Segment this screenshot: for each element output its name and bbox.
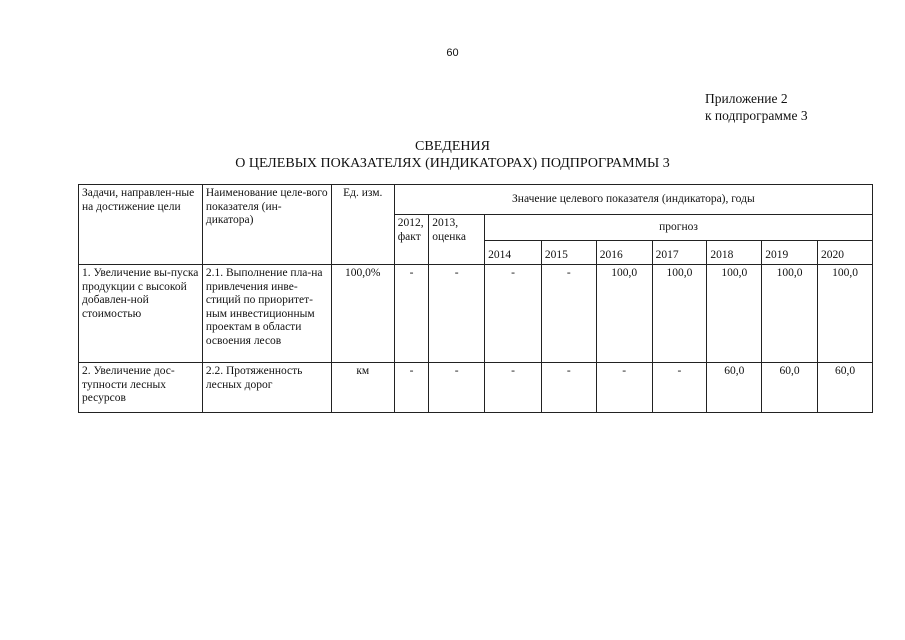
unit-cell: 100,0% xyxy=(331,265,394,363)
header-indicator: Наименование целе-вого показателя (ин-дикатора) xyxy=(202,185,331,265)
header-year: 2020 xyxy=(818,241,873,265)
value-cell: 100,0 xyxy=(762,265,818,363)
header-forecast: прогноз xyxy=(485,215,873,241)
indicator-cell: 2.1. Выполнение пла-на привлечения инве-стиций по приоритет-ным инвестиционным проектам в области освоения лесов xyxy=(202,265,331,363)
task-cell: 1. Увеличение вы-пуска продукции с высокой добавлен-ной стоимостью xyxy=(79,265,203,363)
table-row xyxy=(79,265,873,363)
indicators-table xyxy=(78,184,873,413)
value-cell: - xyxy=(394,265,429,363)
value-cell: - xyxy=(485,265,542,363)
value-cell: - xyxy=(652,363,707,413)
task-cell: 2. Увеличение дос-тупности лесных ресурсов xyxy=(79,363,203,413)
value-cell: 100,0 xyxy=(652,265,707,363)
header-values: Значение целевого показателя (индикатора), годы xyxy=(394,185,872,215)
table-header-row xyxy=(79,185,873,215)
value-cell: - xyxy=(541,265,596,363)
value-cell: 60,0 xyxy=(762,363,818,413)
header-year-2013: 2013, оценка xyxy=(429,215,485,265)
page-number: 60 xyxy=(446,47,459,59)
title-line-1: СВЕДЕНИЯ xyxy=(415,139,490,154)
value-cell: 60,0 xyxy=(818,363,873,413)
value-cell: 100,0 xyxy=(818,265,873,363)
header-year: 2014 xyxy=(485,241,542,265)
value-cell: - xyxy=(596,363,652,413)
indicator-cell: 2.2. Протяженность лесных дорог xyxy=(202,363,331,413)
appendix-line-2: к подпрограмме 3 xyxy=(705,108,808,123)
value-cell: - xyxy=(485,363,542,413)
value-cell: - xyxy=(394,363,429,413)
value-cell: 60,0 xyxy=(707,363,762,413)
header-unit: Ед. изм. xyxy=(331,185,394,265)
title-line-2: О ЦЕЛЕВЫХ ПОКАЗАТЕЛЯХ (ИНДИКАТОРАХ) ПОДПРОГРАММЫ 3 xyxy=(235,156,670,171)
header-tasks: Задачи, направлен-ные на достижение цели xyxy=(79,185,203,265)
document-title xyxy=(0,138,905,172)
table-row xyxy=(79,363,873,413)
appendix-note xyxy=(705,90,808,124)
value-cell: 100,0 xyxy=(707,265,762,363)
value-cell: - xyxy=(429,363,485,413)
value-cell: 100,0 xyxy=(596,265,652,363)
header-year: 2017 xyxy=(652,241,707,265)
header-year: 2015 xyxy=(541,241,596,265)
unit-cell: км xyxy=(331,363,394,413)
value-cell: - xyxy=(429,265,485,363)
header-year: 2019 xyxy=(762,241,818,265)
header-year: 2018 xyxy=(707,241,762,265)
appendix-line-1: Приложение 2 xyxy=(705,91,788,106)
header-year: 2016 xyxy=(596,241,652,265)
value-cell: - xyxy=(541,363,596,413)
header-year-2012: 2012, факт xyxy=(394,215,429,265)
